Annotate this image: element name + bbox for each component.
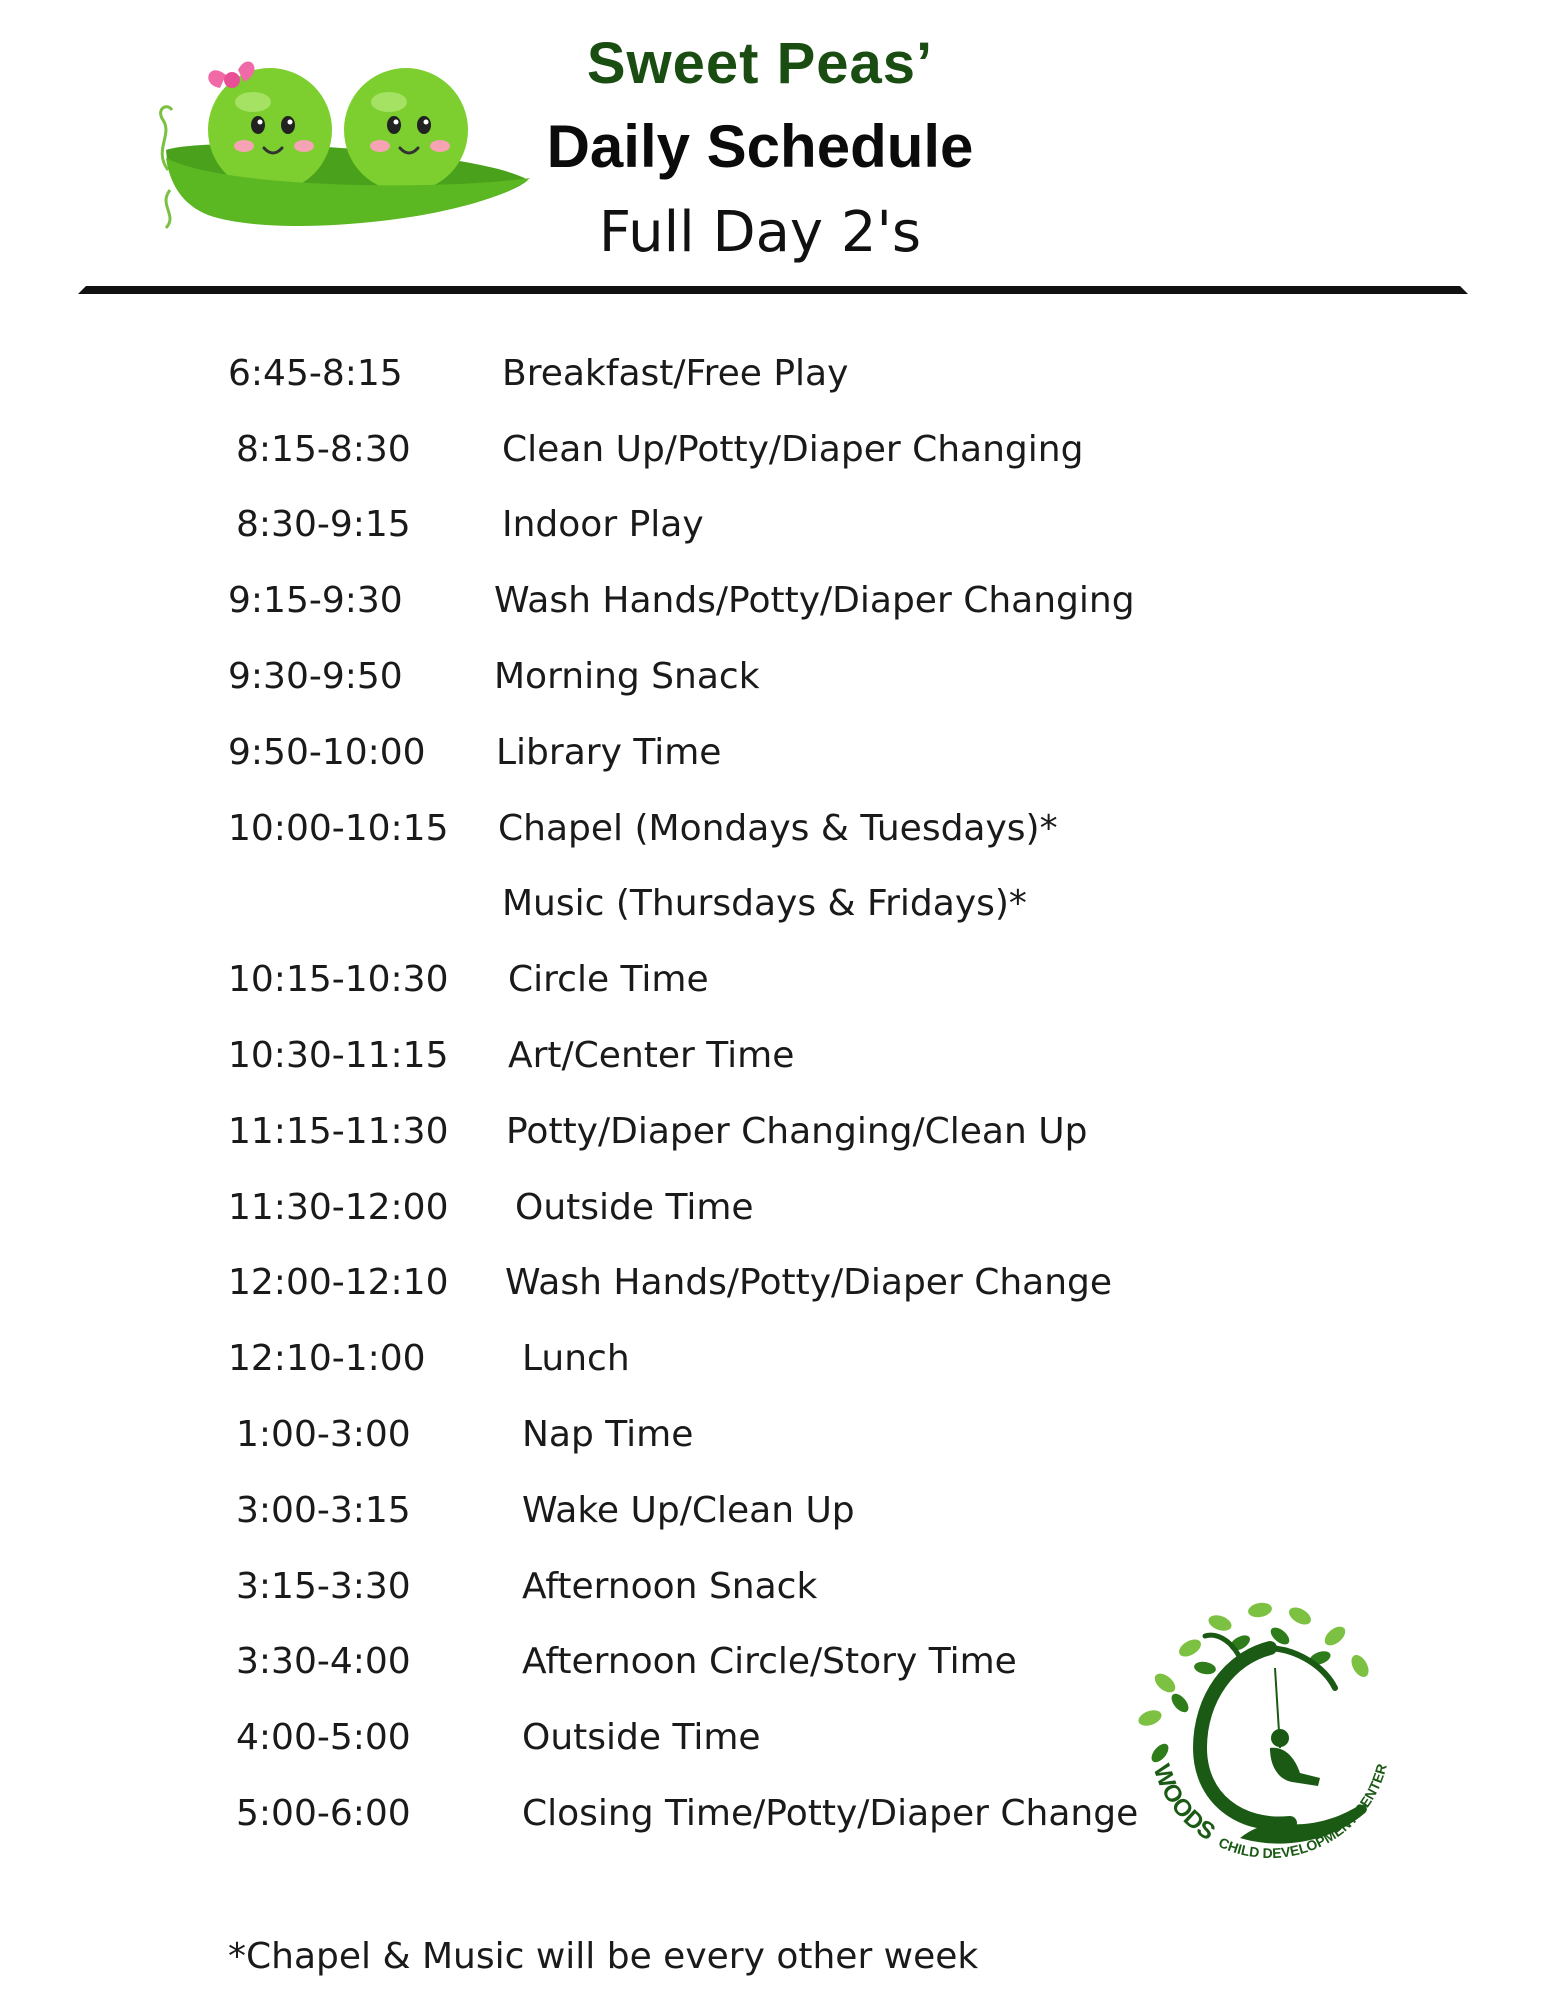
- schedule-row: [0, 1262, 1545, 1322]
- schedule-time: 12:00-12:10: [228, 1262, 449, 1303]
- schedule-activity: Afternoon Circle/Story Time: [522, 1641, 1017, 1682]
- schedule-activity: Chapel (Mondays & Tuesdays)*: [498, 808, 1058, 849]
- schedule-row: [0, 1338, 1545, 1398]
- schedule-time: 1:00-3:00: [236, 1414, 411, 1455]
- schedule-row: [0, 1414, 1545, 1474]
- schedule-activity: Art/Center Time: [508, 1035, 795, 1076]
- schedule-time: 8:30-9:15: [236, 504, 411, 545]
- schedule-activity: Wash Hands/Potty/Diaper Change: [505, 1262, 1113, 1303]
- schedule-activity: Circle Time: [508, 959, 709, 1000]
- schedule-row: [0, 883, 1545, 943]
- schedule-row: [0, 353, 1545, 413]
- page-subtitle: Full Day 2's: [598, 200, 922, 265]
- schedule-activity: Wake Up/Clean Up: [522, 1490, 855, 1531]
- schedule-time: 10:15-10:30: [228, 959, 449, 1000]
- schedule-time: 8:15-8:30: [236, 429, 411, 470]
- schedule-time: 12:10-1:00: [228, 1338, 426, 1379]
- schedule-time: 11:15-11:30: [228, 1111, 449, 1152]
- schedule-row: [0, 1111, 1545, 1171]
- schedule-time: 6:45-8:15: [228, 353, 403, 394]
- schedule-time: 10:00-10:15: [228, 808, 449, 849]
- schedule-activity: Afternoon Snack: [522, 1566, 818, 1607]
- schedule-row: [0, 732, 1545, 792]
- schedule-row: [0, 1035, 1545, 1095]
- schedule-activity: Library Time: [496, 732, 722, 773]
- schedule-activity: Wash Hands/Potty/Diaper Changing: [494, 580, 1135, 621]
- schedule-activity: Outside Time: [515, 1187, 754, 1228]
- schedule-time: 9:50-10:00: [228, 732, 426, 773]
- schedule-time: 4:00-5:00: [236, 1717, 411, 1758]
- schedule-activity: Music (Thursdays & Fridays)*: [502, 883, 1027, 924]
- schedule-time: 3:30-4:00: [236, 1641, 411, 1682]
- page-title-line2: Daily Schedule: [546, 113, 974, 180]
- woods-logo-icon: [1120, 1588, 1420, 1888]
- schedule-time: 5:00-6:00: [236, 1793, 411, 1834]
- schedule-row: [0, 580, 1545, 640]
- schedule-row: [0, 656, 1545, 716]
- schedule-activity: Morning Snack: [494, 656, 760, 697]
- logo-text: WOODS CHILD DEVELOPMENT CENTER: [1147, 1760, 1390, 1862]
- footnote: *Chapel & Music will be every other week: [228, 1936, 979, 1977]
- schedule-row: [0, 959, 1545, 1019]
- schedule-time: 9:30-9:50: [228, 656, 403, 697]
- schedule-row: [0, 1490, 1545, 1550]
- schedule-activity: Indoor Play: [502, 504, 704, 545]
- schedule-time: 3:15-3:30: [236, 1566, 411, 1607]
- schedule-row: [0, 808, 1545, 868]
- schedule-activity: Nap Time: [522, 1414, 694, 1455]
- schedule-activity: Lunch: [522, 1338, 630, 1379]
- schedule-time: 3:00-3:15: [236, 1490, 411, 1531]
- page-title-line1: Sweet Peas’: [586, 31, 934, 96]
- schedule-time: 11:30-12:00: [228, 1187, 449, 1228]
- schedule-activity: Closing Time/Potty/Diaper Change: [522, 1793, 1139, 1834]
- schedule-activity: Outside Time: [522, 1717, 761, 1758]
- schedule-time: 9:15-9:30: [228, 580, 403, 621]
- schedule-time: 10:30-11:15: [228, 1035, 449, 1076]
- schedule-activity: Clean Up/Potty/Diaper Changing: [502, 429, 1084, 470]
- schedule-row: [0, 504, 1545, 564]
- header-divider: [78, 286, 1468, 296]
- schedule-activity: Breakfast/Free Play: [502, 353, 849, 394]
- schedule-row: [0, 429, 1545, 489]
- schedule-activity: Potty/Diaper Changing/Clean Up: [506, 1111, 1088, 1152]
- schedule-row: [0, 1187, 1545, 1247]
